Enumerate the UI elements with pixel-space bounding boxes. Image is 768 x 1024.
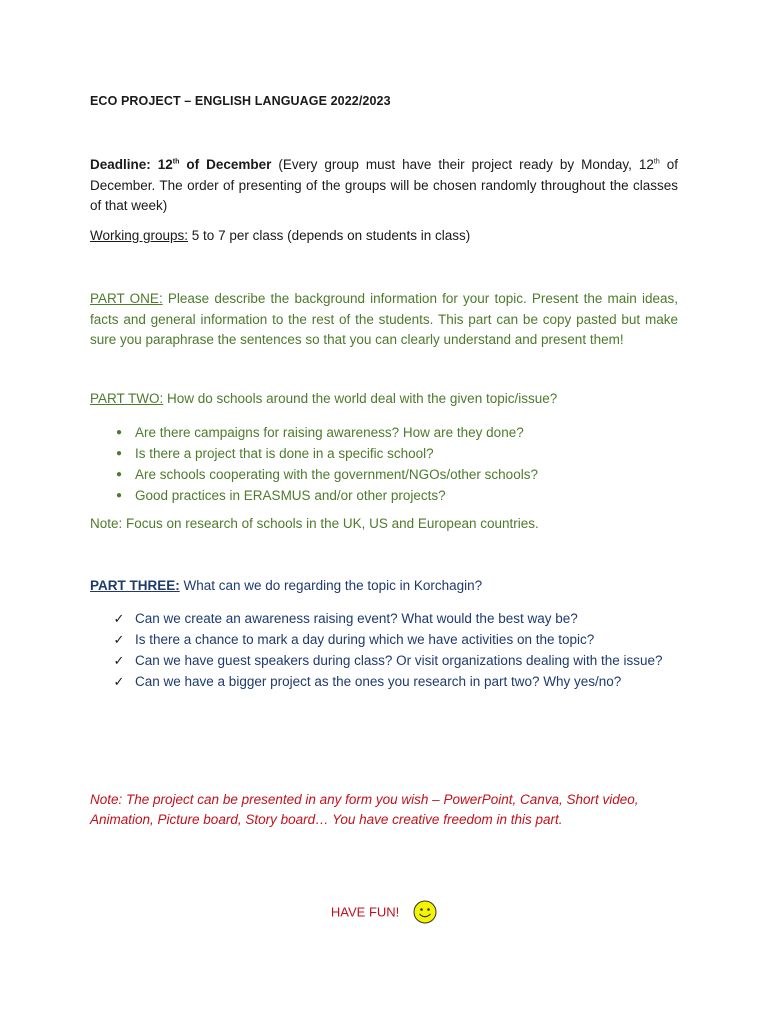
- list-item: [90, 443, 678, 464]
- smiley-face-icon: [413, 900, 437, 924]
- list-item: [90, 650, 678, 671]
- working-groups-label: Working groups:: [90, 228, 189, 243]
- list-item-text: Can we create an awareness raising event? What would the best way be?: [135, 611, 578, 626]
- list-item: [90, 629, 678, 650]
- deadline-label-text: Deadline: 12: [90, 157, 173, 172]
- list-item-text: Can we have a bigger project as the ones you research in part two? Why yes/no?: [135, 674, 622, 689]
- deadline-label-month: of December: [179, 157, 272, 172]
- checkmark-icon: ✓: [113, 653, 125, 668]
- list-item: [90, 608, 678, 629]
- working-groups-line: [90, 228, 678, 243]
- closing-line: [90, 900, 678, 924]
- part-three-heading: [90, 578, 678, 593]
- list-item-text: Is there a chance to mark a day during which we have activities on the topic?: [135, 632, 595, 647]
- part-one-text: Please describe the background information for your topic. Present the main ideas, facts and general information to the rest of the students. This part can be copy pasted but make sure you paraphrase the sentences so that you can clearly understand and present them!: [90, 291, 678, 347]
- document-title: ECO PROJECT – ENGLISH LANGUAGE 2022/2023: [90, 94, 391, 108]
- final-note: Note: The project can be presented in any form you wish – PowerPoint, Canva, Short video, Animation, Picture board, Story board… You have creative freedom in this part.: [90, 792, 639, 827]
- checkmark-icon: ✓: [113, 611, 125, 626]
- list-item-text: Is there a project that is done in a specific school?: [135, 446, 434, 461]
- bullet-dot-icon: ●: [115, 469, 123, 480]
- bullet-dot-icon: ●: [115, 448, 123, 459]
- list-item-text: Are schools cooperating with the government/NGOs/other schools?: [135, 467, 538, 482]
- part-three-text: What can we do regarding the topic in Korchagin?: [179, 578, 483, 593]
- deadline-label: [90, 157, 271, 172]
- checkmark-icon: ✓: [113, 632, 125, 647]
- part-two-note: Note: Focus on research of schools in the UK, US and European countries.: [90, 516, 539, 531]
- part-three-label: PART THREE:: [90, 578, 180, 593]
- working-groups-text: 5 to 7 per class (depends on students in class): [188, 228, 471, 243]
- bullet-dot-icon: ●: [115, 427, 123, 438]
- list-item-text: Are there campaigns for raising awareness? How are they done?: [135, 425, 524, 440]
- deadline-paragraph: [90, 155, 678, 217]
- part-one-paragraph: [90, 289, 678, 351]
- bullet-dot-icon: ●: [115, 490, 123, 501]
- part-one-label: PART ONE:: [90, 291, 163, 306]
- part-two-text: How do schools around the world deal with the given topic/issue?: [163, 391, 558, 406]
- deadline-text-superscript: th: [653, 158, 660, 166]
- list-item: [90, 485, 678, 506]
- part-two-heading: [90, 391, 678, 406]
- list-item-text: Can we have guest speakers during class? Or visit organizations dealing with the issue?: [135, 653, 663, 668]
- list-item-text: Good practices in ERASMUS and/or other projects?: [135, 488, 446, 503]
- list-item: [90, 422, 678, 443]
- closing-text: HAVE FUN!: [330, 904, 400, 920]
- list-item: [90, 671, 678, 692]
- part-three-list: [90, 608, 678, 692]
- part-two-list: [90, 422, 678, 506]
- deadline-text-rest: of December. The order of presenting of the groups will be chosen randomly throughout the classes of that week): [90, 157, 678, 213]
- document-page: [90, 0, 678, 1024]
- part-two-label: PART TWO:: [90, 391, 164, 406]
- checkmark-icon: ✓: [113, 674, 125, 689]
- list-item: [90, 464, 678, 485]
- deadline-text: (Every group must have their project ready by Monday, 12: [271, 157, 654, 172]
- deadline-label-superscript: th: [172, 158, 180, 166]
